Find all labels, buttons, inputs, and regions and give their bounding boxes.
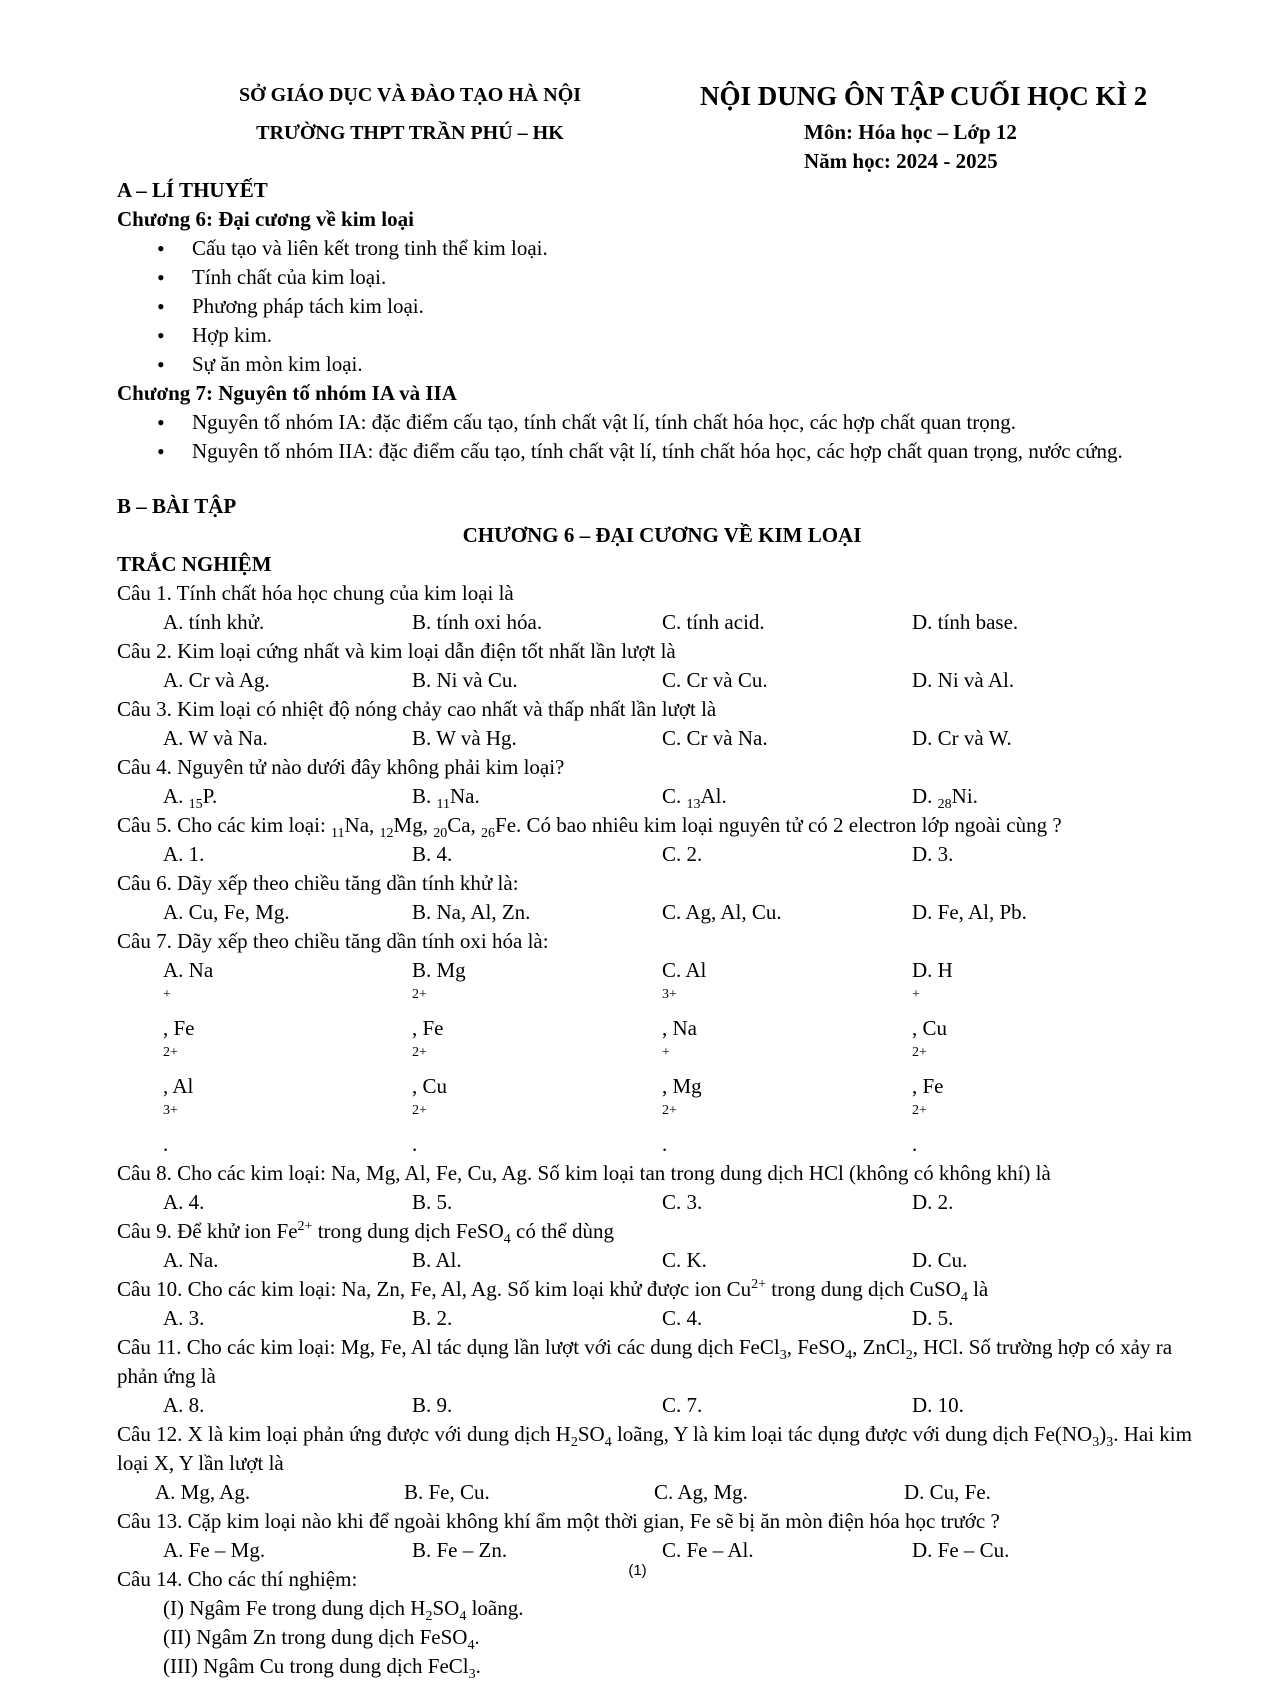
element-symbol: Na.: [450, 784, 480, 808]
question-6: [117, 869, 1207, 927]
option-d: D. Cr và W.: [912, 726, 1012, 750]
experiment-1: (I) Ngâm Fe trong dung dịch $H_2SO_4$ loãng.: [163, 1596, 524, 1625]
question-stem: Câu 1. Tính chất hóa học chung của kim loại là: [117, 581, 514, 605]
question-stem: Câu 9. Để khử ion $Fe^{2+}$ trong dung dịch FeSO$_4$ có thể dùng: [117, 1219, 614, 1248]
option-label: C.: [662, 784, 687, 808]
option-c: C. Cr và Cu.: [662, 668, 768, 692]
option-d: D. 3.: [912, 842, 954, 866]
option-d: D. Fe, Al, Pb.: [912, 900, 1027, 924]
question-10: [117, 1275, 1207, 1333]
question-12: [117, 1420, 1207, 1507]
option-a: A. 1.: [163, 842, 205, 866]
option-d: D. tính base.: [912, 610, 1019, 634]
element-symbol: Al.: [700, 784, 727, 808]
option-d: D. 10.: [912, 1393, 964, 1417]
option-b: B. 2.: [412, 1306, 453, 1330]
option-a: [163, 782, 412, 811]
question-3: [117, 695, 1207, 753]
atomic-number: 13: [686, 797, 701, 813]
answer-options: [117, 1391, 1207, 1420]
question-8: [117, 1159, 1207, 1217]
question-stem: Câu 12. X là kim loại phản ứng được với dung dịch $H_2SO_4$ loãng, Y là kim loại tác dụng được với dung dịch $Fe(NO_3)_3$. Hai kim loại X, Y lần lượt là: [117, 1422, 1192, 1475]
option-a: A. Fe – Mg.: [163, 1538, 266, 1562]
option-c: C. 2.: [662, 842, 703, 866]
question-2: [117, 637, 1207, 695]
option-a: A. Cr và Ag.: [163, 668, 270, 692]
theory-heading: A – LÍ THUYẾT: [117, 178, 268, 202]
option-b: B. Mg $^{2+}$ , Fe $^{2+}$ , Cu $^{2+}$ .: [412, 958, 466, 1156]
answer-options: [117, 1246, 1207, 1275]
option-a: A. W và Na.: [163, 726, 268, 750]
option-a: A. 8.: [163, 1393, 205, 1417]
answer-options: [117, 1188, 1207, 1217]
experiment-2: (II) Ngâm Zn trong dung dịch FeSO$_4$.: [163, 1625, 480, 1654]
school-year: Năm học: 2024 - 2025: [804, 149, 998, 173]
option-b: B. 9.: [412, 1393, 453, 1417]
option-b: B. Fe – Zn.: [412, 1538, 508, 1562]
option-c: C. Ag, Mg.: [654, 1480, 748, 1504]
list-item: • Sự ăn mòn kim loại.: [192, 350, 1207, 379]
option-b: [412, 782, 662, 811]
experiment-3: (III) Ngâm Cu trong dung dịch FeCl$_3$.: [163, 1654, 481, 1682]
option-a: A. 4.: [163, 1190, 205, 1214]
exercises-heading: B – BÀI TẬP: [117, 494, 237, 518]
option-d: D. Fe – Cu.: [912, 1538, 1010, 1562]
document-body: [117, 176, 1207, 1681]
element-symbol: Ni.: [951, 784, 978, 808]
question-stem: Câu 3. Kim loại có nhiệt độ nóng chảy cao nhất và thấp nhất lần lượt là: [117, 697, 717, 721]
option-b: B. Ni và Cu.: [412, 668, 518, 692]
option-b: B. 5.: [412, 1190, 453, 1214]
option-c: C. tính acid.: [662, 610, 765, 634]
answer-options: [117, 608, 1207, 637]
option-b: B. Al.: [412, 1248, 462, 1272]
chapter-6-exercise-title: CHƯƠNG 6 – ĐẠI CƯƠNG VỀ KIM LOẠI: [462, 523, 862, 547]
chapter-7-topics: [117, 408, 1207, 466]
question-stem: Câu 7. Dãy xếp theo chiều tăng dần tính oxi hóa là:: [117, 929, 549, 953]
question-stem: Câu 14. Cho các thí nghiệm:: [117, 1567, 358, 1591]
question-stem: Câu 4. Nguyên tử nào dưới đây không phải kim loại?: [117, 755, 565, 779]
option-c: C. K.: [662, 1248, 707, 1272]
option-c: C. Cr và Na.: [662, 726, 768, 750]
question-4: [117, 753, 1207, 811]
list-item: • Tính chất của kim loại.: [192, 263, 1207, 292]
answer-options: [117, 840, 1207, 869]
chapter-7-heading: Chương 7: Nguyên tố nhóm IA và IIA: [117, 381, 457, 405]
option-a: A. tính khử.: [163, 610, 265, 634]
option-c: C. 7.: [662, 1393, 703, 1417]
answer-options: [117, 724, 1207, 753]
option-c: C. Ag, Al, Cu.: [662, 900, 782, 924]
question-1: [117, 579, 1207, 637]
answer-options: [117, 956, 1207, 1159]
option-b: B. tính oxi hóa.: [412, 610, 543, 634]
list-item: • Cấu tạo và liên kết trong tinh thể kim loại.: [192, 234, 1207, 263]
answer-options: [117, 782, 1207, 811]
answer-options: [117, 898, 1207, 927]
atomic-number: 15: [188, 797, 203, 813]
element-symbol: P.: [202, 784, 218, 808]
question-5: [117, 811, 1207, 869]
option-a: A. Na + , Fe $^{2+}$ , Al $^{3+}$ .: [163, 958, 214, 1156]
department-name: SỞ GIÁO DỤC VÀ ĐÀO TẠO HÀ NỘI: [238, 84, 582, 106]
option-b: B. W và Hg.: [412, 726, 517, 750]
list-item: • Phương pháp tách kim loại.: [192, 292, 1207, 321]
chapter-6-topics: [117, 234, 1207, 379]
page-number: (1): [628, 1562, 647, 1579]
option-c: [662, 782, 912, 811]
question-stem: Câu 8. Cho các kim loại: Na, Mg, Al, Fe, Cu, Ag. Số kim loại tan trong dung dịch HCl (không có không khí) là: [117, 1161, 1051, 1185]
list-item: • Nguyên tố nhóm IA: đặc điểm cấu tạo, tính chất vật lí, tính chất hóa học, các hợp chất quan trọng.: [192, 408, 1207, 437]
list-item: • Hợp kim.: [192, 321, 1207, 350]
option-d: D. Ni và Al.: [912, 668, 1015, 692]
option-a: A. 3.: [163, 1306, 205, 1330]
option-d: D. Cu, Fe.: [904, 1480, 991, 1504]
option-d: D. H + , Cu $^{2+}$ , Fe $^{2+}$ .: [912, 958, 953, 1156]
header-left: [165, 76, 655, 152]
header-right: [700, 74, 1230, 176]
list-item: • Nguyên tố nhóm IIA: đặc điểm cấu tạo, tính chất vật lí, tính chất hóa học, các hợp chất quan trọng, nước cứng.: [192, 437, 1207, 466]
answer-options: [117, 1304, 1207, 1333]
atomic-number: 11: [436, 797, 450, 813]
question-11: [117, 1333, 1207, 1420]
option-c: C. 4.: [662, 1306, 703, 1330]
option-d: D. 5.: [912, 1306, 954, 1330]
option-d: [912, 782, 978, 811]
option-label: D.: [912, 784, 938, 808]
question-stem: Câu 2. Kim loại cứng nhất và kim loại dẫn điện tốt nhất lần lượt là: [117, 639, 676, 663]
document-title: NỘI DUNG ÔN TẬP CUỐI HỌC KÌ 2: [700, 81, 1148, 111]
question-7: [117, 927, 1207, 1159]
question-stem: Câu 13. Cặp kim loại nào khi để ngoài không khí ẩm một thời gian, Fe sẽ bị ăn mòn điện hóa học trước ?: [117, 1509, 1000, 1533]
school-name: TRƯỜNG THPT TRẦN PHÚ – HK: [256, 122, 564, 144]
question-stem: Câu 6. Dãy xếp theo chiều tăng dần tính khử là:: [117, 871, 519, 895]
multiple-choice-heading: TRẮC NGHIỆM: [117, 552, 272, 576]
question-stem: Câu 11. Cho các kim loại: Mg, Fe, Al tác dụng lần lượt với các dung dịch FeCl$_3$, FeSO$_4$, ZnCl$_2$, HCl. Số trường hợp có xảy ra phản ứng là: [117, 1335, 1173, 1388]
option-d: D. Cu.: [912, 1248, 968, 1272]
option-label: B.: [412, 784, 437, 808]
question-stem: Câu 5. Cho các kim loại: $_{11}$Na, $_{12}$Mg, $_{20}$Ca, $_{26}$Fe. Có bao nhiêu kim loại nguyên tử có 2 electron lớp ngoài cùng ?: [117, 813, 1062, 842]
option-a: A. Na.: [163, 1248, 219, 1272]
answer-options: [117, 1478, 1207, 1507]
option-a: A. Cu, Fe, Mg.: [163, 900, 290, 924]
option-label: A.: [163, 784, 189, 808]
option-b: B. 4.: [412, 842, 453, 866]
option-b: B. Na, Al, Zn.: [412, 900, 531, 924]
answer-options: [117, 666, 1207, 695]
question-9: [117, 1217, 1207, 1275]
chapter-6-heading: Chương 6: Đại cương về kim loại: [117, 207, 414, 231]
option-c: C. Al $^{3+}$ , Na + , Mg $^{2+}$ .: [662, 958, 707, 1156]
option-a: A. Mg, Ag.: [155, 1480, 251, 1504]
option-b: B. Fe, Cu.: [404, 1480, 490, 1504]
subject-line: Môn: Hóa học – Lớp 12: [804, 120, 1017, 144]
option-d: D. 2.: [912, 1190, 954, 1214]
atomic-number: 28: [937, 797, 952, 813]
option-c: C. 3.: [662, 1190, 703, 1214]
question-stem: Câu 10. Cho các kim loại: Na, Zn, Fe, Al, Ag. Số kim loại khử được ion $Cu^{2+}$ trong dung dịch CuSO$_4$ là: [117, 1277, 989, 1306]
option-c: C. Fe – Al.: [662, 1538, 754, 1562]
